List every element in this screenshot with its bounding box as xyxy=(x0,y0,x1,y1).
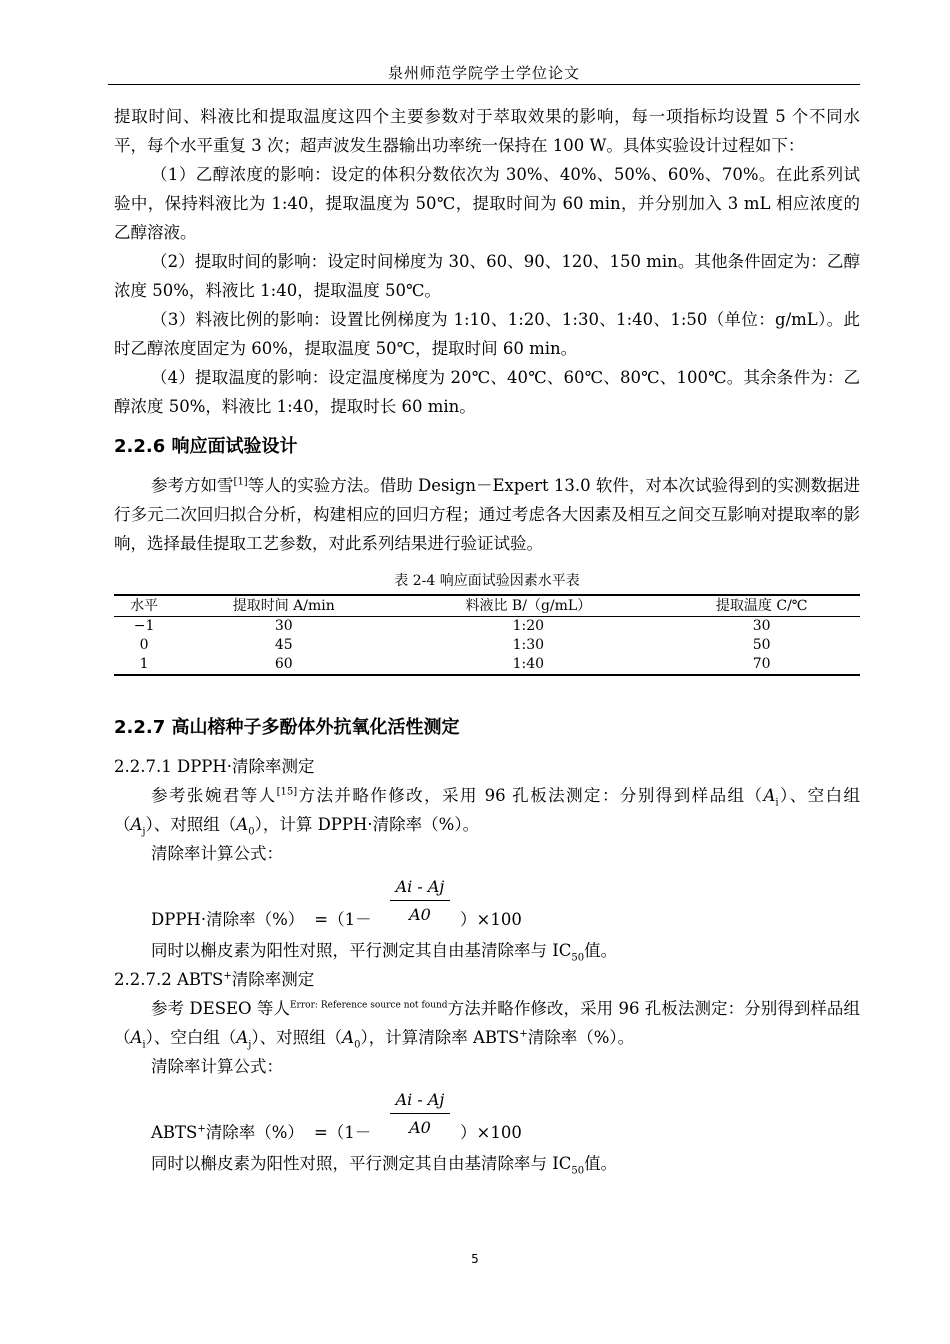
table-cell: 30 xyxy=(752,618,771,634)
page-header: 泉州师范学院学士学位论文 xyxy=(387,64,580,82)
symbol-a: A xyxy=(342,1028,355,1047)
table-cell: 1:30 xyxy=(512,637,545,653)
abts-formula xyxy=(114,1085,860,1149)
subscript: i xyxy=(775,797,779,809)
formula-fraction xyxy=(390,1087,450,1142)
formula-tail: ）×100 xyxy=(460,1123,522,1142)
text-span: ）、空白组（ xyxy=(114,786,861,834)
formula-intro: 清除率计算公式： xyxy=(151,844,283,863)
text-span: 值。 xyxy=(584,1154,618,1173)
table-cell: 60 xyxy=(174,655,393,675)
col-header-level: 水平 xyxy=(114,595,174,617)
formula-mid: =（1－ xyxy=(313,1123,372,1142)
subscript: 0 xyxy=(354,1039,361,1051)
citation-error: Error: Reference source not found xyxy=(289,1000,448,1011)
superscript: + xyxy=(223,970,232,982)
table-row xyxy=(114,655,860,675)
fraction-numerator: Ai - Aj xyxy=(390,874,450,901)
text-span: ）、对照组（ xyxy=(145,815,237,834)
formula-label xyxy=(151,1118,371,1147)
col-header-ratio: 料液比 B/（g/mL） xyxy=(393,595,663,617)
text-span: 方法并略作修改，采用 96 孔板法测定：分别得到样品组（ xyxy=(297,786,764,805)
list-item-time: （2）提取时间的影响：设定时间梯度为 30、60、90、120、150 min。其他条件固定为：乙醇浓度 50%，料液比 1:40，提取温度 50℃。 xyxy=(114,252,860,300)
text-span: 值。 xyxy=(584,941,618,960)
text-span: 参考张婉君等人 xyxy=(151,786,277,805)
formula-fraction xyxy=(390,874,450,929)
col-header-temperature: 提取温度 C/℃ xyxy=(663,595,860,617)
citation: [1] xyxy=(233,476,248,488)
text-span: 清除率测定 xyxy=(231,970,315,989)
text-span: ），计算 DPPH·清除率（%）。 xyxy=(254,815,480,834)
symbol-a: A xyxy=(236,1028,249,1047)
subheading-abts xyxy=(114,965,860,994)
formula-label-text: ABTS xyxy=(151,1123,198,1142)
text-span: ）、空白组（ xyxy=(145,1028,237,1047)
fraction-denominator: A0 xyxy=(409,905,431,924)
factor-level-table xyxy=(114,594,860,676)
col-header-time: 提取时间 A/min xyxy=(174,595,393,617)
formula-intro: 清除率计算公式： xyxy=(151,1057,283,1076)
table-cell: 30 xyxy=(274,618,293,634)
formula-mid: =（1－ xyxy=(314,910,372,929)
table-cell: 0 xyxy=(139,637,149,653)
dpph-control-note xyxy=(114,936,860,965)
table-cell: −1 xyxy=(133,618,155,634)
list-item-ethanol: （1）乙醇浓度的影响：设定的体积分数依次为 30%、40%、50%、60%、70%。在此系列试验中，保持料液比为 1:40，提取温度为 50℃，提取时间为 60 min，并分别加入 3 mL 相应浓度的乙醇溶液。 xyxy=(114,165,860,242)
header-rule xyxy=(108,84,860,85)
section-heading-226: 2.2.6 响应面试验设计 xyxy=(114,436,298,457)
fraction-numerator: Ai - Aj xyxy=(390,1087,450,1114)
table-cell: 1 xyxy=(114,655,174,675)
dpph-method-paragraph xyxy=(114,781,860,839)
subscript: j xyxy=(142,826,146,838)
section-226-paragraph xyxy=(114,471,860,558)
text-span: 同时以槲皮素为阳性对照，平行测定其自由基清除率与 IC xyxy=(151,941,572,960)
page-body xyxy=(114,102,860,1178)
symbol-a: A xyxy=(763,786,776,805)
page-number: 5 xyxy=(471,1252,479,1266)
abts-method-paragraph xyxy=(114,994,860,1052)
superscript: + xyxy=(197,1123,206,1135)
abts-control-note xyxy=(114,1149,860,1178)
fraction-denominator: A0 xyxy=(409,1118,431,1137)
symbol-a: A xyxy=(130,1028,143,1047)
table-cell: 1:40 xyxy=(393,655,663,675)
table-cell: 1:20 xyxy=(512,618,545,634)
formula-label-text: DPPH·清除率（%） xyxy=(151,910,305,929)
subscript: 50 xyxy=(571,1165,585,1177)
text-span: ）、对照组（ xyxy=(251,1028,343,1047)
formula-tail: ）×100 xyxy=(460,910,522,929)
intro-paragraph: 提取时间、料液比和提取温度这四个主要参数对于萃取效果的影响，每一项指标均设置 5 个不同水平，每个水平重复 3 次；超声波发生器输出功率统一保持在 100 W。具体实验设计过程如下： xyxy=(114,107,860,155)
table-header-row xyxy=(114,595,860,617)
list-item-ratio: （3）料液比例的影响：设置比例梯度为 1:10、1:20、1:30、1:40、1:50（单位：g/mL）。此时乙醇浓度固定为 60%，提取温度 50℃，提取时间 60 min。 xyxy=(114,310,860,358)
text-span: 参考 DESEO 等人 xyxy=(151,999,290,1018)
symbol-a: A xyxy=(130,815,143,834)
table-row xyxy=(114,636,860,655)
table-caption: 表 2-4 响应面试验因素水平表 xyxy=(394,573,580,589)
text-span: 参考方如雪 xyxy=(151,476,234,495)
table-cell: 50 xyxy=(752,637,771,653)
text-span: 等人的实验方法。借助 Design－Expert 13.0 软件，对本次试验得到的实测数据进行多元二次回归拟合分析，构建相应的回归方程；通过考虑各大因素及相互之间交互影响对提取率的影响，选择最佳提取工艺参数，对此系列结果进行验证试验。 xyxy=(114,476,861,553)
table-cell: 45 xyxy=(274,637,293,653)
text-span: 2.2.7.2 ABTS xyxy=(114,970,224,989)
text-span: ），计算清除率 ABTS xyxy=(360,1028,520,1047)
table-cell: 70 xyxy=(663,655,860,675)
dpph-formula xyxy=(114,872,860,936)
text-span: 清除率（%）。 xyxy=(527,1028,635,1047)
section-heading-227: 2.2.7 高山榕种子多酚体外抗氧化活性测定 xyxy=(114,717,460,738)
subscript: j xyxy=(248,1039,252,1051)
subscript: i xyxy=(142,1039,146,1051)
subscript: 0 xyxy=(248,826,255,838)
subheading-dpph: 2.2.7.1 DPPH·清除率测定 xyxy=(114,757,315,776)
text-span: 方法并略作修改，采用 96 孔板法测定：分别得到样品组（ xyxy=(114,999,860,1047)
formula-label-text: 清除率（%） xyxy=(205,1123,304,1142)
table-row xyxy=(114,617,860,637)
subscript: 50 xyxy=(571,952,585,964)
citation: [15] xyxy=(276,786,298,798)
superscript: + xyxy=(519,1028,528,1040)
symbol-a: A xyxy=(236,815,249,834)
list-item-temperature: （4）提取温度的影响：设定温度梯度为 20℃、40℃、60℃、80℃、100℃。其余条件为：乙醇浓度 50%，料液比 1:40，提取时长 60 min。 xyxy=(114,368,860,416)
text-span: 同时以槲皮素为阳性对照，平行测定其自由基清除率与 IC xyxy=(151,1154,572,1173)
formula-label xyxy=(151,905,372,934)
